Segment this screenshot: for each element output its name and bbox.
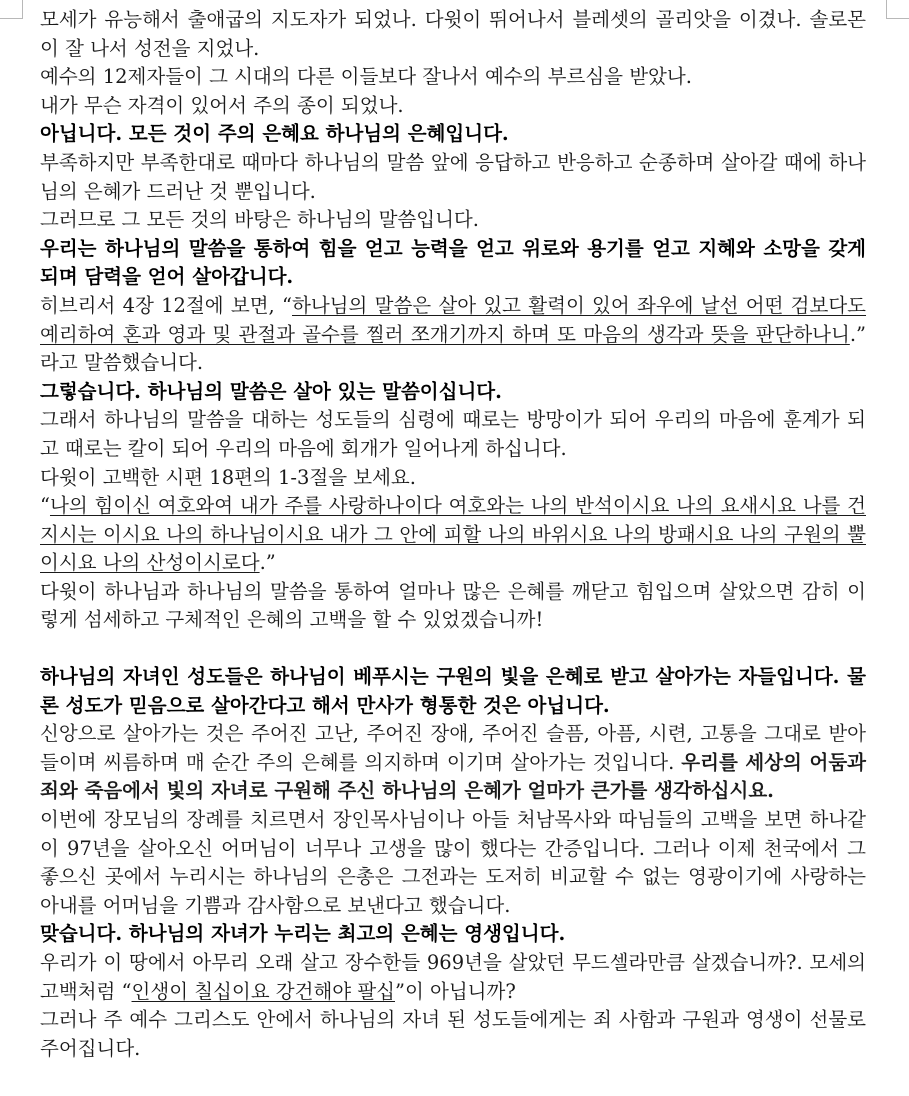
paragraph-18	[40, 949, 866, 1006]
paragraph-1: 모세가 유능해서 출애굽의 지도자가 되었나. 다윗이 뛰어나서 블레셋의 골리앗을 이겼나. 솔로몬이 잘 나서 성전을 지었나.	[40, 8, 866, 60]
paragraph-10: 그래서 하나님의 말씀을 대하는 성도들의 심령에 때로는 방망이가 되어 우리의 마음에 훈계가 되고 때로는 칼이 되어 우리의 마음에 회개가 일어나게 하십니다.	[40, 408, 866, 460]
paragraph-12	[40, 492, 866, 578]
paragraph-5: 부족하지만 부족한대로 때마다 하나님의 말씀 앞에 응답하고 반응하고 순종하며 살아갈 때에 하나님의 은혜가 드러난 것 뿐입니다.	[40, 150, 866, 203]
paragraph-16: 이번에 장모님의 장례를 치르면서 장인목사님이나 아들 처남목사와 따님들의 고백을 보면 하나같이 97년을 살아오신 어머님이 너무나 고생을 많이 했다는 간증입니다. 그러나 이제 천국에서 그 좋으신 곳에서 누리시는 하나님의 은총은 그전과는 도저히 비교할 수 없는 영광이기에 사랑하는 아내를 어머님을 기쁨과 감사함으로 보낸다고 했습니다.	[40, 808, 866, 917]
paragraph-15-text: 신앙으로 살아가는 것은 주어진 고난, 주어진 장애, 주어진 슬픔, 아픔, 시련, 고통을 그대로 받아들이며 씨름하며 매 순간 주의 은혜를 의지하며 이기며 살아가는 것입니다.	[40, 722, 866, 774]
quote-intro: 히브리서 4장 12절에 보면, “	[40, 293, 292, 317]
blank-line	[40, 635, 866, 663]
paragraph-17: 맞습니다. 하나님의 자녀가 누리는 최고의 은혜는 영생입니다.	[40, 922, 566, 946]
paragraph-18-end: ”이 아닙니까?	[395, 979, 516, 1003]
quote-outro: .” 라고 말씀했습니다.	[40, 322, 866, 375]
scripture-quote-psalm: 나의 힘이신 여호와여 내가 주를 사랑하나이다 여호와는 나의 반석이시요 나의 요새시요 나를 건지시는 이시요 나의 하나님이시요 내가 그 안에 피할 나의 바위시요 나의 방패시요 나의 구원의 뿔이시요 나의 산성이시로다	[40, 494, 866, 575]
paragraph-14: 하나님의 자녀인 성도들은 하나님이 베푸시는 구원의 빛을 은혜로 받고 살아가는 자들입니다. 물론 성도가 믿음으로 살아간다고 해서 만사가 형통한 것은 아닙니다.	[40, 665, 866, 717]
paragraph-18-text: 우리가 이 땅에서 아무리 오래 살고 장수한들 969년을 살았던 무드셀라만큼 살겠습니까?. 모세의 고백처럼 “	[40, 951, 866, 1003]
paragraph-8	[40, 292, 866, 378]
paragraph-13: 다윗이 하나님과 하나님의 말씀을 통하여 얼마나 많은 은혜를 깨닫고 힘입으며 살았으면 감히 이렇게 섬세하고 구체적인 은혜의 고백을 할 수 있었겠습니까!	[40, 579, 866, 632]
scripture-quote-hebrews: 하나님의 말씀은 살아 있고 활력이 있어 좌우에 날선 어떤 검보다도 예리하여 혼과 영과 및 관절과 골수를 찔러 쪼개기까지 하며 또 마음의 생각과 뜻을 판단하나니	[40, 293, 867, 346]
paragraph-7: 우리는 하나님의 말씀을 통하여 힘을 얻고 능력을 얻고 위로와 용기를 얻고 지혜와 소망을 갖게 되며 담력을 얻어 살아갑니다.	[40, 236, 866, 289]
paragraph-6: 그러므로 그 모든 것의 바탕은 하나님의 말씀입니다.	[40, 208, 479, 232]
page-corner-right	[886, 0, 909, 19]
paragraph-9: 그렇습니다. 하나님의 말씀은 살아 있는 말씀이십니다.	[40, 379, 502, 403]
paragraph-19: 그러나 주 예수 그리스도 안에서 하나님의 자녀 된 성도들에게는 죄 사함과 구원과 영생이 선물로 주어집니다.	[40, 1008, 866, 1060]
page-corner-left	[0, 0, 23, 19]
paragraph-15-emphasis: 우리를 세상의 어둠과 죄와 죽음에서 빛의 자녀로 구원해 주신 하나님의 은혜가 얼마가 큰가를 생각하십시요.	[40, 750, 866, 803]
paragraph-15	[40, 720, 866, 806]
paragraph-2: 예수의 12제자들이 그 시대의 다른 이들보다 잘나서 예수의 부르심을 받았나.	[40, 65, 692, 89]
paragraph-4: 아닙니다. 모든 것이 주의 은혜요 하나님의 은혜입니다.	[40, 122, 509, 146]
quote-open: “	[40, 494, 50, 518]
scripture-quote-moses: 인생이 칠십이요 강건해야 팔십	[131, 979, 395, 1003]
paragraph-3: 내가 무슨 자격이 있어서 주의 종이 되었나.	[40, 93, 404, 117]
paragraph-11: 다윗이 고백한 시편 18편의 1-3절을 보세요.	[40, 465, 416, 489]
document-body	[40, 6, 866, 1063]
quote-close: .”	[259, 551, 276, 575]
